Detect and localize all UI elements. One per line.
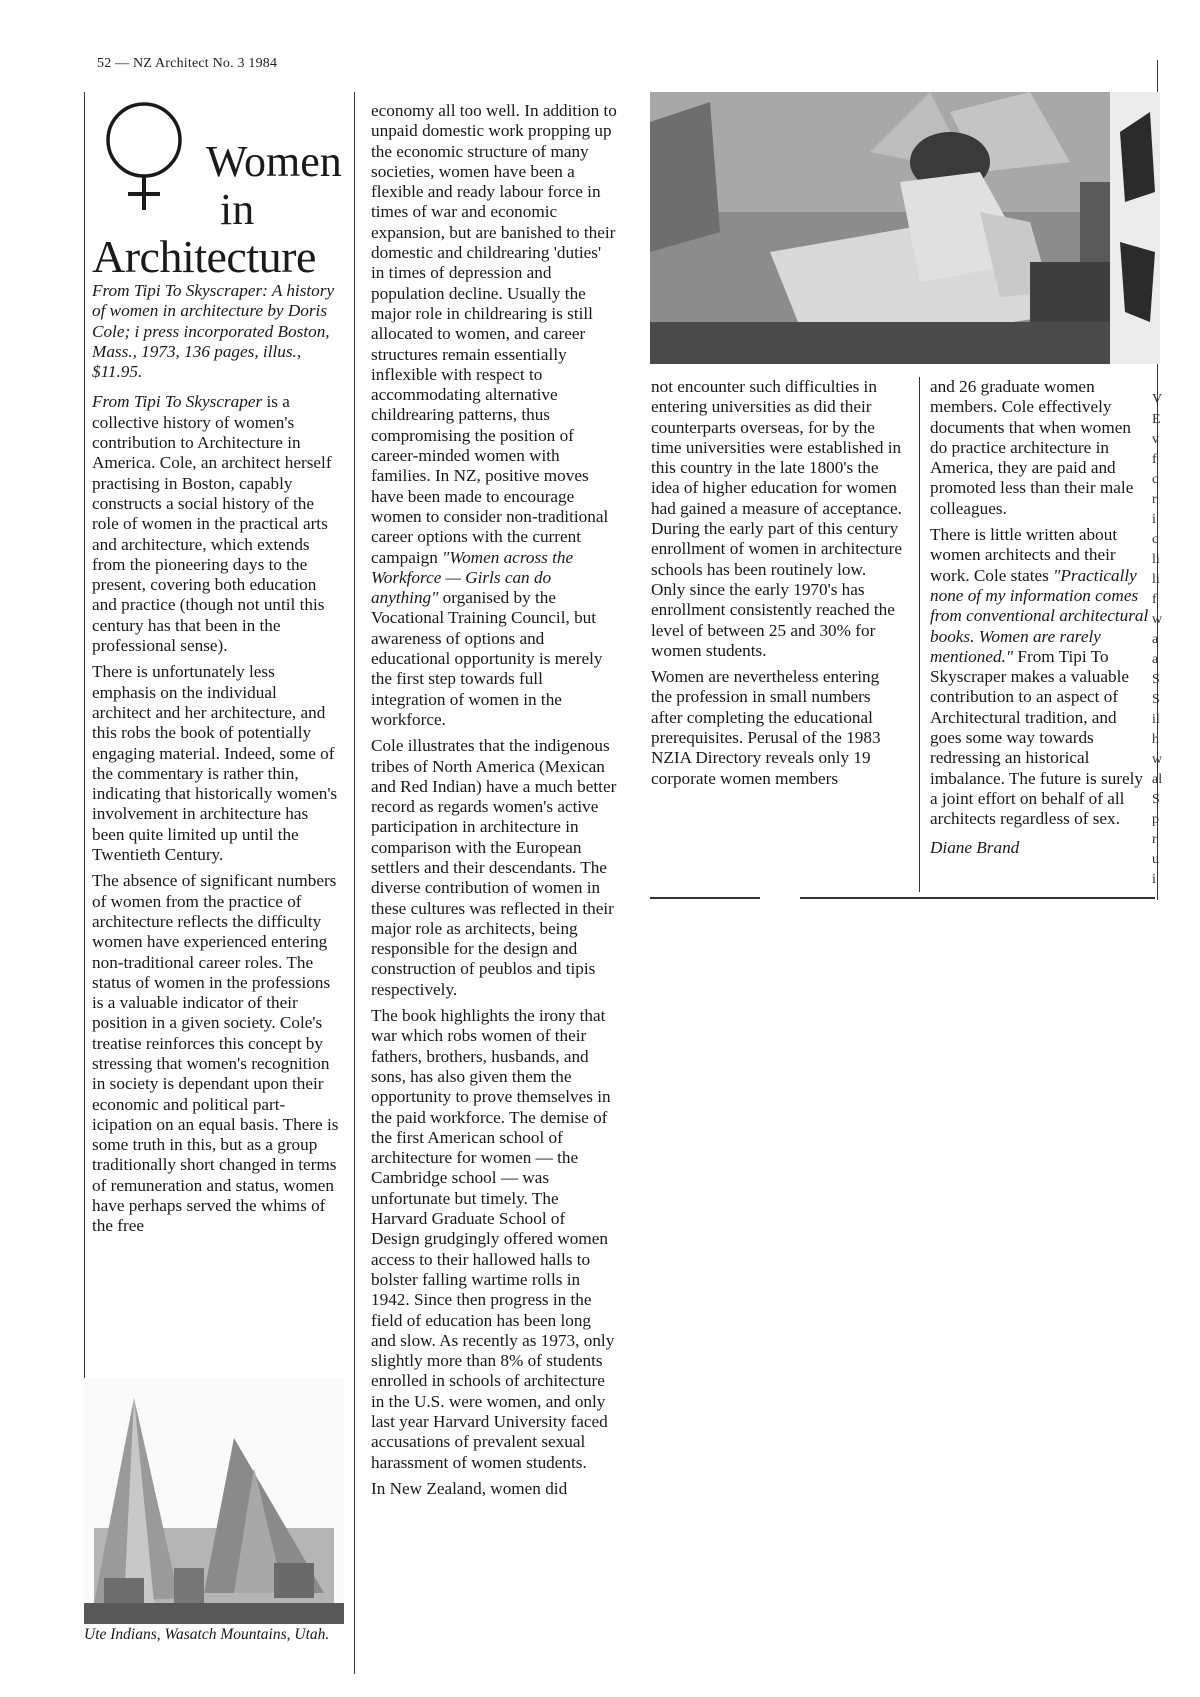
paragraph-text: organised by the Vocational Training Council, but awareness of options and educational opportunity is merely the first step towards full integration of women in the workforce. [371,588,603,729]
column-3 [651,377,904,795]
column-rule [919,377,920,892]
title-line-women: Women [206,137,342,186]
book-info: From Tipi To Skyscraper: A history of women in architecture by Doris Cole; i press incorporated Boston, Mass., 1973, 136 pages, illus., $11.95. [92,281,335,382]
edge-fragment: w [1152,752,1163,767]
edge-fragment: al [1152,772,1163,787]
title-line-architecture: Architecture [92,231,316,282]
title-line-in: in [220,185,255,234]
edge-fragment: li [1152,552,1160,567]
paragraph: The book highlights the irony that war which robs women of their fathers, brothers, husbands, and sons, has also given them the opportunity to prove themselves in the paid workforce. The demise of the first American school of architecture for women — the Cambridge school — was unfortunate but timely. The Harvard Graduate School of Design grudgingly offered women access to their hallowed halls to bolster falling wartime rolls in 1942. Since then progress in the field of education has been long and slow. As recently as 1973, only slightly more than 8% of students enrolled in schools of architecture in the U.S. were women, and only last year Harvard University faced accusations of prevalent sexual harassment of women students. [371,1006,615,1472]
edge-fragment: li [1152,572,1160,587]
paragraph-text: is a collective history of women's contribution to Architecture in America. Cole, an architect herself practising in Boston, capably constructs a social history of the role of women in the practical arts and architecture, which extends from the pioneering days to the present, covering both education and practice (though not until this century has that been in the professional sense). [92,392,332,656]
column-4 [930,377,1152,864]
paragraph-text: There is little written about women architects and their work. Cole states [930,525,1118,585]
edge-fragment: E [1152,412,1161,427]
photo-caption: Ute Indians, Wasatch Mountains, Utah. [84,1626,330,1643]
edge-fragment: p [1152,812,1159,827]
female-symbol-icon [88,98,208,218]
tipi-photograph [84,1378,344,1624]
paragraph: In New Zealand, women did [371,1478,568,1498]
paragraph [930,525,1152,829]
architect-at-drawing-board-photograph [650,92,1160,364]
edge-fragment: i [1152,512,1156,527]
edge-fragment: S [1152,692,1160,707]
paragraph-text: From Tipi To Skyscraper makes a valuable contribution to an aspect of Architectural tradition, and goes some way towards redressing an historical imbalance. The future is surely a joint effort on behalf of all architects regardless of sex. [930,646,1144,829]
paragraph: not encounter such difficulties in entering universities as did their counterparts overseas, for by the time universities were established in this country in the late 1800's the idea of higher education for women had gained a measure of acceptance. During the early part of this century enrollment of women in architecture schools has been routinely low. Only since the early 1970's has enrollment consistently reached the level of between 25 and 30% for women students. [651,377,903,660]
paragraph [92,392,340,656]
edge-fragment: a [1152,652,1159,667]
column-rule [650,897,760,899]
adjacent-page-fragments [1152,390,1178,890]
column-rule [354,92,355,1674]
author-signature: Diane Brand [930,837,1020,857]
column-1 [92,281,340,1243]
paragraph: Cole illustrates that the indigenous tribes of North America (Mexican and Red Indian) have a much better record as regards women's active participation in architecture in comparison with the European settlers and their descendants. The diverse contribution of women in these cultures was reflected in their major role as architects, being responsible for the design and construction of peublos and tipis respectively. [371,736,617,999]
paragraph: Women are nevertheless entering the profession in small numbers after completing the educational prerequisites. Perusal of the 1983 NZIA Directory reveals only 19 corporate women members [651,667,881,788]
edge-fragment: S [1152,672,1160,687]
article-title-block [88,98,348,283]
paragraph: The absence of significant numbers of women from the practice of architecture reflects the difficulty women have experienced entering non-traditional career roles. The status of women in the professions is a valuable indicator of their position in a given society. Cole's treatise reinforces this concept by stressing that women's recognition in society is dependant upon their economic and political part-icipation on an equal basis. There is some truth in this, but as a group traditionally short changed in terms of remuneration and status, women have perhaps served the whims of the free [92,871,339,1236]
edge-fragment: h [1152,732,1159,747]
paragraph: There is unfortunately less emphasis on the individual architect and her architecture, and this robs the book of potentially engaging material. Indeed, some of the commentary is rather thin, indicating that historically women's involvement in architecture has been quite limited up until the Twentieth Century. [92,662,338,865]
cole-quote: "Practically none of my information comes from conventional architectural books. Women are rarely mentioned." [930,565,1149,666]
edge-fragment: V [1152,392,1163,407]
edge-fragment: S [1152,792,1160,807]
column-rule [800,897,1155,899]
edge-fragment: w [1152,612,1163,627]
running-head: 52 — NZ Architect No. 3 1984 [97,56,278,71]
edge-fragment: il [1152,712,1160,727]
paragraph: and 26 graduate women members. Cole effectively documents that when women do practice architecture in America, they are paid and promoted less than their male colleagues. [930,377,1134,518]
campaign-quote: "Women across the Workforce — Girls can do anything" [371,547,574,608]
edge-fragment: f [1152,452,1157,467]
edge-fragment: r [1152,832,1157,847]
column-2 [371,101,617,1505]
edge-fragment: f [1152,592,1157,607]
paragraph [371,101,617,730]
edge-fragment: c [1152,532,1159,547]
edge-fragment: u [1152,852,1159,867]
edge-fragment: i [1152,872,1156,887]
edge-fragment: r [1152,492,1157,507]
paragraph-text: economy all too well. In addition to unpaid domestic work propping up the economic structure of many societies, women have been a flexible and ready labour force in times of war and economic expansion, but are banished to their domestic and childrearing 'duties' in times of depression and population decline. Usually the major role in childrearing is still allocated to women, and career structures remain essentially inflexible with respect to accommodating alternative childrearing patterns, thus compromising the position of career-minded women with families. In NZ, positive moves have been made to encourage women to consider non-traditional career options with the current campaign [371,101,617,567]
book-title-italic: From Tipi To Skyscraper [92,392,263,412]
edge-fragment: c [1152,472,1159,487]
edge-fragment: a [1152,632,1159,647]
edge-fragment: v [1152,432,1159,447]
